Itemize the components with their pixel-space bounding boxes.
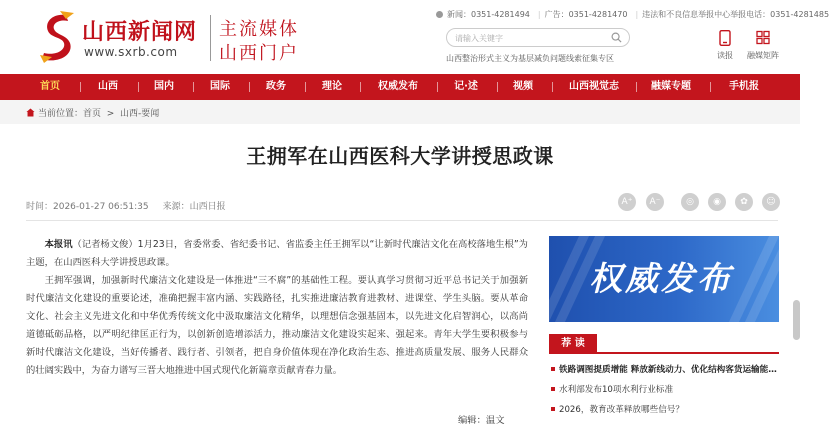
breadcrumb-inner: [26, 106, 159, 119]
nav-separator: [437, 82, 438, 92]
phone-device-icon: [718, 30, 732, 46]
bullet-icon: [551, 387, 555, 391]
weibo-icon[interactable]: ◉: [708, 193, 726, 211]
contact-ads: 广告：0351-4281470: [544, 10, 628, 19]
contact-sep: |: [635, 10, 639, 19]
recommend-header: [549, 334, 779, 354]
moments-icon[interactable]: ✿: [735, 193, 753, 211]
site-header: [0, 0, 830, 74]
nav-item-theory[interactable]: 理论: [322, 81, 342, 92]
logo-name: 山西新闻网: [82, 19, 198, 45]
list-item[interactable]: [549, 380, 779, 400]
contact-news: 新闻：0351-4281494: [447, 10, 530, 19]
nav-item-shanxi[interactable]: 山西: [98, 81, 118, 92]
notice-link[interactable]: 山西整治形式主义为基层减负问题线索征集专区: [446, 54, 614, 63]
qq-icon[interactable]: ☺: [762, 193, 780, 211]
article-meta: [26, 199, 226, 212]
nav-item-topics[interactable]: 融媒专题: [651, 81, 691, 92]
article-body: [26, 236, 528, 380]
media-matrix-button[interactable]: [743, 30, 783, 61]
lead-text: （记者杨文俊）1月23日，省委常委、省纪委书记、省监委主任王拥军以“让新时代廉洁文化在高校落地生根”为主题，在山西医科大学讲授思政课。: [26, 239, 528, 268]
phone-icon: [436, 11, 443, 18]
nav-separator: [249, 82, 250, 92]
lead-label: 本报讯: [44, 239, 73, 250]
banner-text: 权威发布: [589, 259, 733, 298]
article-source: 来源：山西日报: [162, 202, 226, 212]
nav-item-authority[interactable]: 权威发布: [378, 81, 418, 92]
nav-separator: [636, 82, 637, 92]
recommend-title: 荐 读: [549, 334, 597, 354]
nav-separator: [360, 82, 361, 92]
meta-divider: [26, 220, 778, 221]
article-paragraph: 王拥军强调，加强新时代廉洁文化建设是一体推进“三不腐”的基础性工程。要认真学习贯彻习近平总书记关于加强新时代廉洁文化建设的重要论述，准确把握丰富内涵、实践路径，扎实推进廉洁教育进教材、进课堂、学生头脑。要从革命文化、社会主义先进文化和中华优秀传统文化中汲取廉洁文化精华，以理想信念强基固本，以先进文化启智润心，以高尚道德砥砺品格，以严明纪律匡正行为，以创新创造增添活力，推动廉洁文化建设实起来、强起来。青年大学生要积极参与新时代廉洁文化建设，当好传播者、践行者、引领者，把自身价值体现在净化政治生态、推进高质量发展、服务人民群众的壮阔实践中，为奋力谱写三晋大地推进中国式现代化新篇章贡献青春力量。: [26, 275, 528, 376]
list-item-text: 铁路调图提质增能 释放新线动力、优化结构客货运输能…: [559, 365, 777, 375]
nav-item-international[interactable]: 国际: [210, 81, 230, 92]
main-nav: [0, 74, 800, 100]
recommend-list: [549, 360, 779, 420]
article-title: 王拥军在山西医科大学讲授思政课: [246, 144, 554, 168]
contact-bar: [436, 9, 833, 20]
list-item[interactable]: [549, 400, 779, 420]
authority-banner[interactable]: [549, 236, 779, 322]
contact-report: 违法和不良信息举报中心举报电话：0351-4281485: [642, 10, 830, 19]
nav-item-mobile[interactable]: 手机报: [729, 81, 759, 92]
breadcrumb-separator: >: [106, 109, 115, 119]
breadcrumb-section[interactable]: 山西-要闻: [120, 109, 160, 119]
nav-separator: [305, 82, 306, 92]
breadcrumb-home[interactable]: 首页: [83, 109, 102, 119]
nav-separator: [80, 82, 81, 92]
breadcrumb-prefix: 当前位置：: [38, 109, 84, 119]
nav-item-narrative[interactable]: 记·述: [454, 81, 478, 92]
list-item[interactable]: [549, 360, 779, 380]
logo-url: www.sxrb.com: [84, 45, 178, 59]
slogan-line-2: 山西门户: [219, 43, 299, 64]
nav-item-domestic[interactable]: 国内: [154, 81, 174, 92]
nav-separator: [138, 82, 139, 92]
home-icon: [26, 108, 35, 117]
logo-mark-icon: [36, 11, 78, 63]
logo-divider: [210, 15, 211, 61]
nav-separator: [497, 82, 498, 92]
list-item-text: 水利部发布10项水利行业标准: [559, 385, 674, 395]
nav-separator: [193, 82, 194, 92]
article-editor: 编辑：温文: [458, 415, 505, 426]
bullet-icon: [551, 407, 555, 411]
list-item-text: 2026，教育改革释放哪些信号？: [559, 405, 684, 415]
breadcrumb: [0, 100, 800, 124]
read-paper-label: 读报: [717, 51, 733, 60]
search-icon[interactable]: [611, 32, 622, 43]
grid-icon: [756, 30, 770, 46]
contact-sep: |: [537, 10, 541, 19]
article-time: 时间：2026-01-27 06:51:35: [26, 202, 149, 212]
nav-item-visual[interactable]: 山西视觉志: [569, 81, 619, 92]
search-box[interactable]: [446, 28, 630, 47]
search-input[interactable]: [455, 31, 605, 45]
bullet-icon: [551, 367, 555, 371]
site-logo[interactable]: [36, 9, 306, 65]
nav-separator: [552, 82, 553, 92]
media-matrix-label: 融媒矩阵: [747, 51, 779, 60]
slogan-line-1: 主流媒体: [219, 19, 299, 40]
nav-item-government[interactable]: 政务: [266, 81, 286, 92]
font-increase-icon[interactable]: A⁺: [618, 193, 636, 211]
nav-item-home[interactable]: 首页: [40, 81, 60, 92]
nav-separator: [710, 82, 711, 92]
scrollbar-thumb[interactable]: [793, 300, 800, 340]
font-decrease-icon[interactable]: A⁻: [646, 193, 664, 211]
read-paper-button[interactable]: [705, 30, 745, 61]
nav-item-video[interactable]: 视频: [513, 81, 533, 92]
wechat-icon[interactable]: ◎: [681, 193, 699, 211]
article-paragraph: [26, 236, 528, 272]
